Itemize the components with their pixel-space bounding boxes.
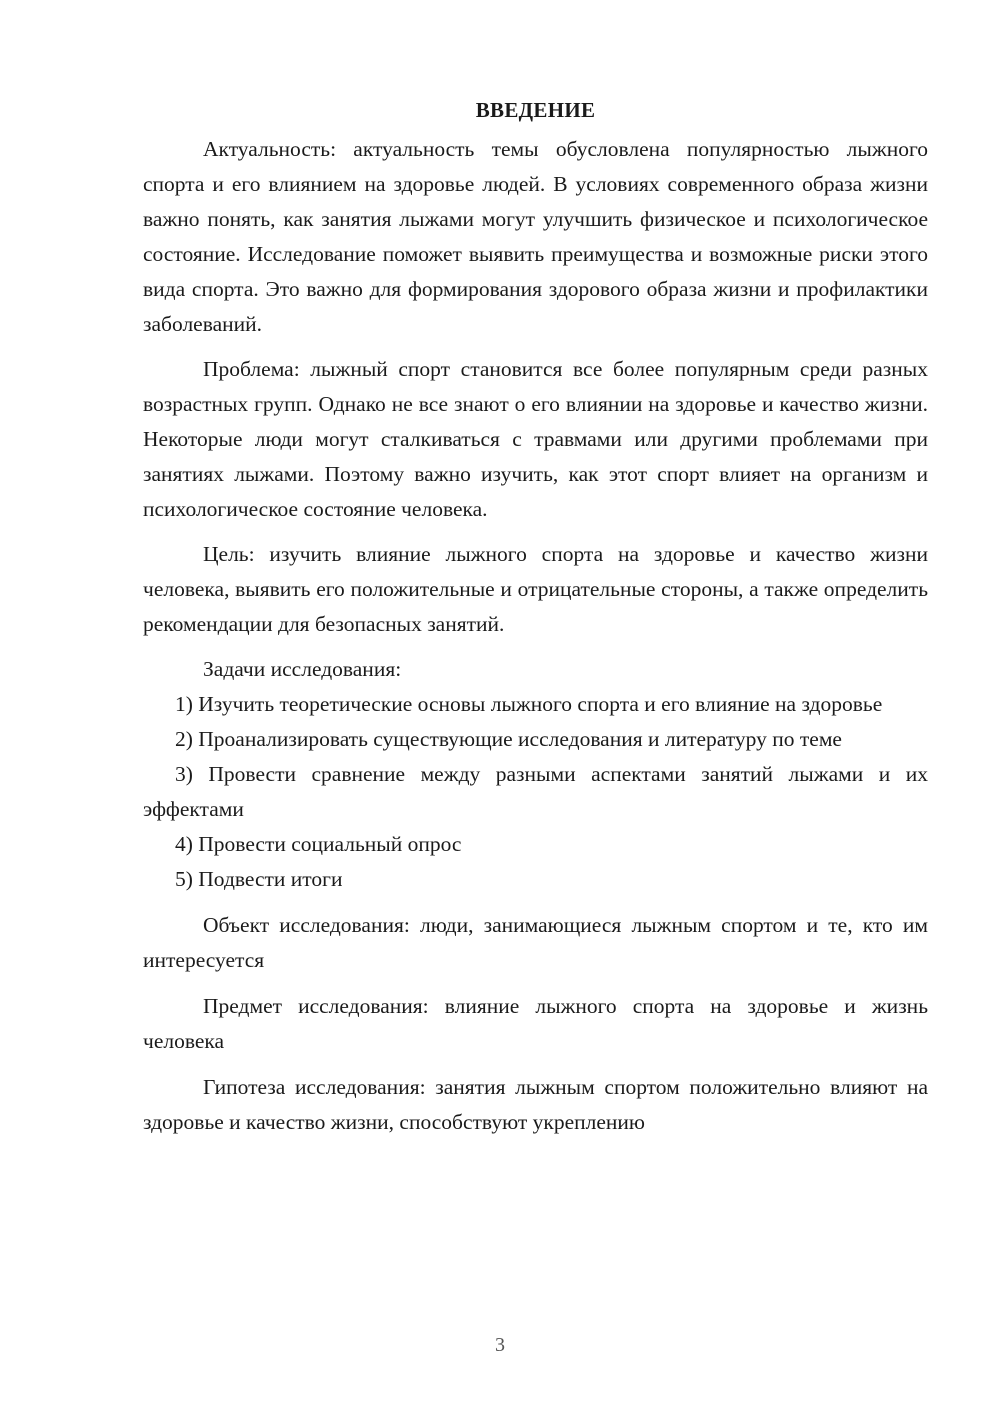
goal-paragraph: Цель: изучить влияние лыжного спорта на здоровье и качество жизни человека, выявить его положительные и отрицательные стороны, а также определить рекомендации для безопасных занятий. — [143, 542, 928, 636]
relevance-paragraph: Актуальность: актуальность темы обусловлена популярностью лыжного спорта и его влиянием на здоровье людей. В условиях современного образа жизни важно понять, как занятия лыжами могут улучшить физическое и психологическое состояние. Исследование поможет выявить преимущества и возможные риски этого вида спорта. Это важно для формирования здорового образа жизни и профилактики заболеваний. — [143, 137, 928, 336]
task-item-4: 4) Провести социальный опрос — [175, 832, 462, 856]
hypothesis-paragraph: Гипотеза исследования: занятия лыжным спортом положительно влияют на здоровье и качество жизни, способствуют укреплению — [143, 1075, 928, 1134]
task-item-5: 5) Подвести итоги — [175, 867, 343, 891]
object-paragraph: Объект исследования: люди, занимающиеся лыжным спортом и те, кто им интересуется — [143, 913, 928, 972]
page-number: 3 — [495, 1334, 505, 1356]
tasks-heading: Задачи исследования: — [203, 657, 402, 681]
task-item-2: 2) Проанализировать существующие исследования и литературу по теме — [175, 727, 842, 751]
task-item-3: 3) Провести сравнение между разными аспектами занятий лыжами и их эффектами — [143, 762, 928, 821]
subject-paragraph: Предмет исследования: влияние лыжного спорта на здоровье и жизнь человека — [143, 994, 928, 1053]
problem-paragraph: Проблема: лыжный спорт становится все более популярным среди разных возрастных групп. Однако не все знают о его влиянии на здоровье и качество жизни. Некоторые люди могут сталкиваться с травмами или другими проблемами при занятиях лыжами. Поэтому важно изучить, как этот спорт влияет на организм и психологическое состояние человека. — [143, 357, 928, 521]
section-heading: ВВЕДЕНИЕ — [475, 98, 596, 122]
task-item-1: 1) Изучить теоретические основы лыжного спорта и его влияние на здоровье — [175, 692, 883, 716]
document-page — [143, 92, 928, 1140]
